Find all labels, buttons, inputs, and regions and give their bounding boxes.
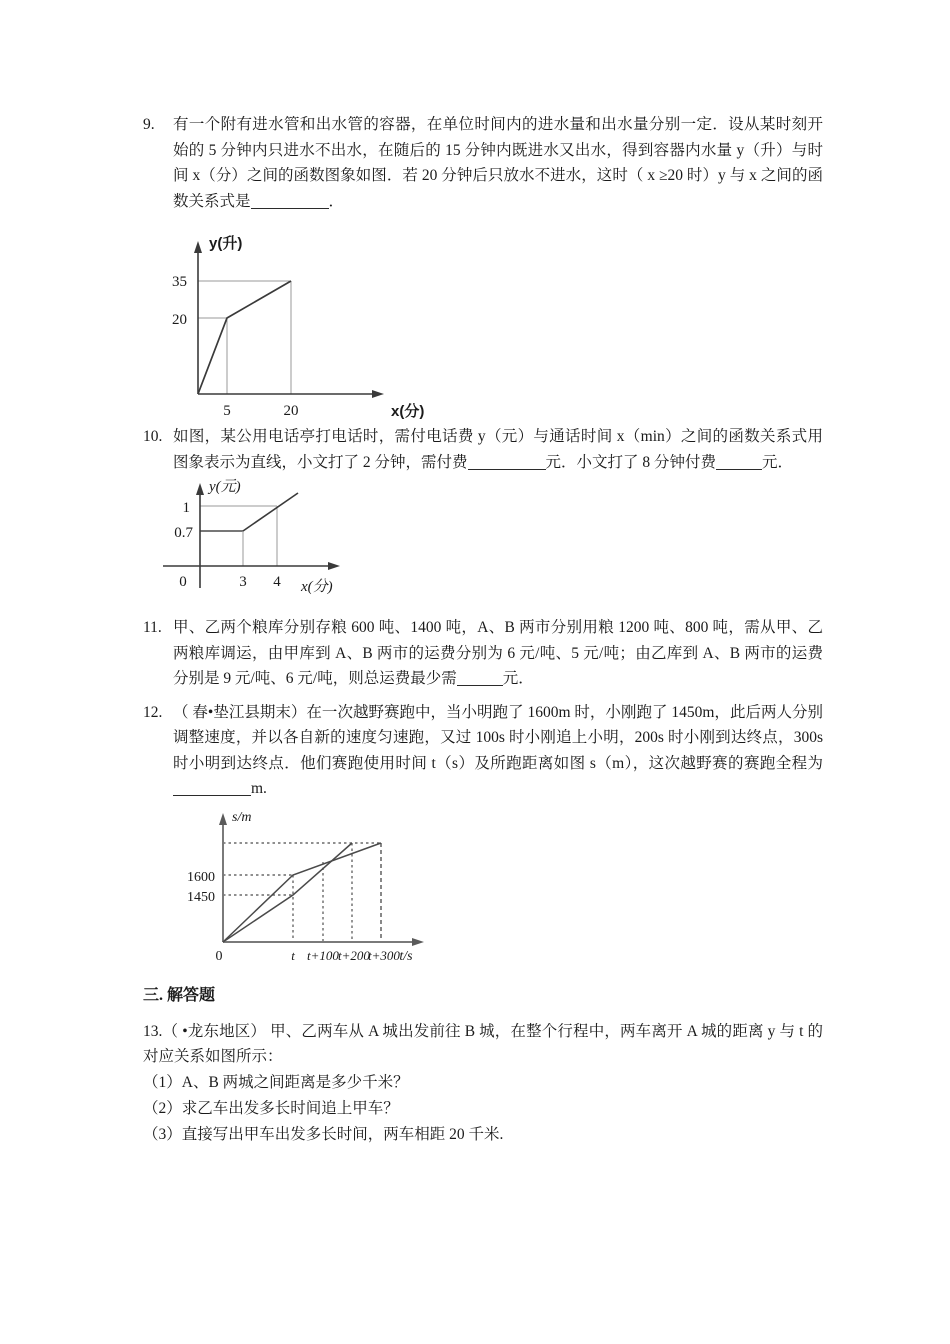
y-axis-arrow	[219, 813, 227, 825]
xtick-t: t	[291, 947, 295, 963]
xtick-0: 0	[179, 574, 187, 590]
problem-13-sub-1: （1）A、B 两城之间距离是多少千米？	[143, 1073, 409, 1091]
x-axis-label: x(分)	[301, 579, 333, 595]
section-header-3: 三. 解答题	[143, 986, 216, 1004]
series-phone-fee	[243, 493, 298, 531]
problem-9-text: 有一个附有进水管和出水管的容器，在单位时间内的进水量和出水量分别一定．设从某时刻开始的 5 分钟内只进水不出水，在随后的 15 分钟内既进水又出水，得到容器内水量 y（升）与时间 x（分）之间的函数图象如图．若 20 分钟后只放水不进水，这时（ x ≥20 时）y 与 x 之间的函数关系式是 ．	[173, 116, 823, 210]
problem-9-number: 9.	[143, 116, 155, 133]
answer-blank-12[interactable]	[173, 795, 251, 796]
y-axis-label: y(升)	[209, 235, 243, 252]
chart-12-svg	[143, 802, 463, 967]
y-axis-arrow	[196, 483, 204, 495]
figure-problem-9	[143, 228, 823, 420]
series-xiaogang	[223, 843, 352, 942]
answer-blank-11[interactable]	[457, 685, 503, 686]
problem-13-text: 13.（ •龙东地区） 甲、乙两车从 A 城出发前往 B 城，在整个行程中，两车离开 A 城的距离 y 与 t 的对应关系如图所示：	[143, 1022, 823, 1065]
x-axis-arrow	[372, 390, 384, 398]
x-axis-arrow	[412, 938, 424, 946]
ytick-1: 1	[182, 500, 190, 516]
problem-13-sub-2: （2）求乙车出发多长时间追上甲车？	[143, 1099, 399, 1117]
y-axis-label: y(元)	[209, 479, 241, 495]
problem-10	[143, 424, 823, 475]
chart-10-svg	[143, 475, 443, 603]
problem-10-text: 如图，某公用电话亭打电话时，需付电话费 y（元）与通话时间 x（min）之间的函数关系式用图象表示为直线，小文打了 2 分钟，需付费 元．小文打了 8 分钟付费 元．	[173, 428, 823, 471]
page-content	[143, 112, 823, 1148]
xtick-4: 4	[273, 574, 281, 590]
xtick-t300: t+300	[368, 947, 400, 963]
series-xiaoming	[223, 843, 381, 942]
ytick-07: 0.7	[174, 525, 193, 541]
xtick-t100: t+100	[307, 947, 339, 963]
y-axis-label: s/m	[232, 809, 252, 825]
xtick-3: 3	[239, 574, 247, 590]
xtick-t200: t+200	[338, 947, 370, 963]
problem-12	[143, 700, 823, 802]
x-axis-label: t/s	[399, 948, 413, 964]
xtick-20: 20	[283, 403, 299, 419]
series-water-volume	[198, 281, 291, 394]
y-axis-arrow	[194, 241, 202, 253]
x-axis-label: x(分)	[391, 403, 425, 420]
figure-problem-12	[143, 802, 823, 967]
problem-11	[143, 615, 823, 692]
answer-blank-10a[interactable]	[468, 469, 546, 470]
problem-13-sub-3: （3）直接写出甲车出发多长时间，两车相距 20 千米.	[143, 1125, 504, 1143]
answer-blank-10b[interactable]	[716, 469, 762, 470]
figure-problem-10	[143, 475, 823, 603]
xtick-5: 5	[223, 403, 231, 419]
problem-12-number: 12.	[143, 703, 163, 721]
ytick-20: 20	[172, 312, 187, 328]
xtick-0: 0	[215, 948, 223, 964]
answer-blank-9[interactable]	[251, 208, 329, 209]
problem-10-number: 10.	[143, 428, 163, 445]
problem-9	[143, 112, 823, 214]
ytick-1450: 1450	[187, 889, 215, 905]
problem-12-text: （ 春•垫江县期末）在一次越野赛跑中，当小明跑了 1600m 时，小刚跑了 1450m，此后两人分别调整速度，并以各自新的速度匀速跑，又过 100s 时小刚追上小明，200s 时小刚到达终点，300s 时小明到达终点．他们赛跑使用时间 t（s）及所跑距离如图 s（m），这次越野赛的赛跑全程为m.	[173, 703, 823, 797]
problem-13-number: 13.	[143, 1022, 163, 1040]
x-axis-arrow	[328, 562, 340, 570]
problem-11-number: 11.	[143, 619, 162, 636]
problem-13	[143, 1019, 823, 1148]
ytick-35: 35	[172, 274, 187, 290]
chart-9-svg	[143, 228, 443, 420]
ytick-1600: 1600	[187, 869, 215, 885]
problem-11-text: 甲、乙两个粮库分别存粮 600 吨、1400 吨，A、B 两市分别用粮 1200 吨、800 吨，需从甲、乙两粮库调运，由甲库到 A、B 两市的运费分别为 6 元/吨、5 元/吨；由乙库到 A、B 两市的运费分别是 9 元/吨、6 元/吨，则总运费最少需 元．	[173, 619, 823, 687]
